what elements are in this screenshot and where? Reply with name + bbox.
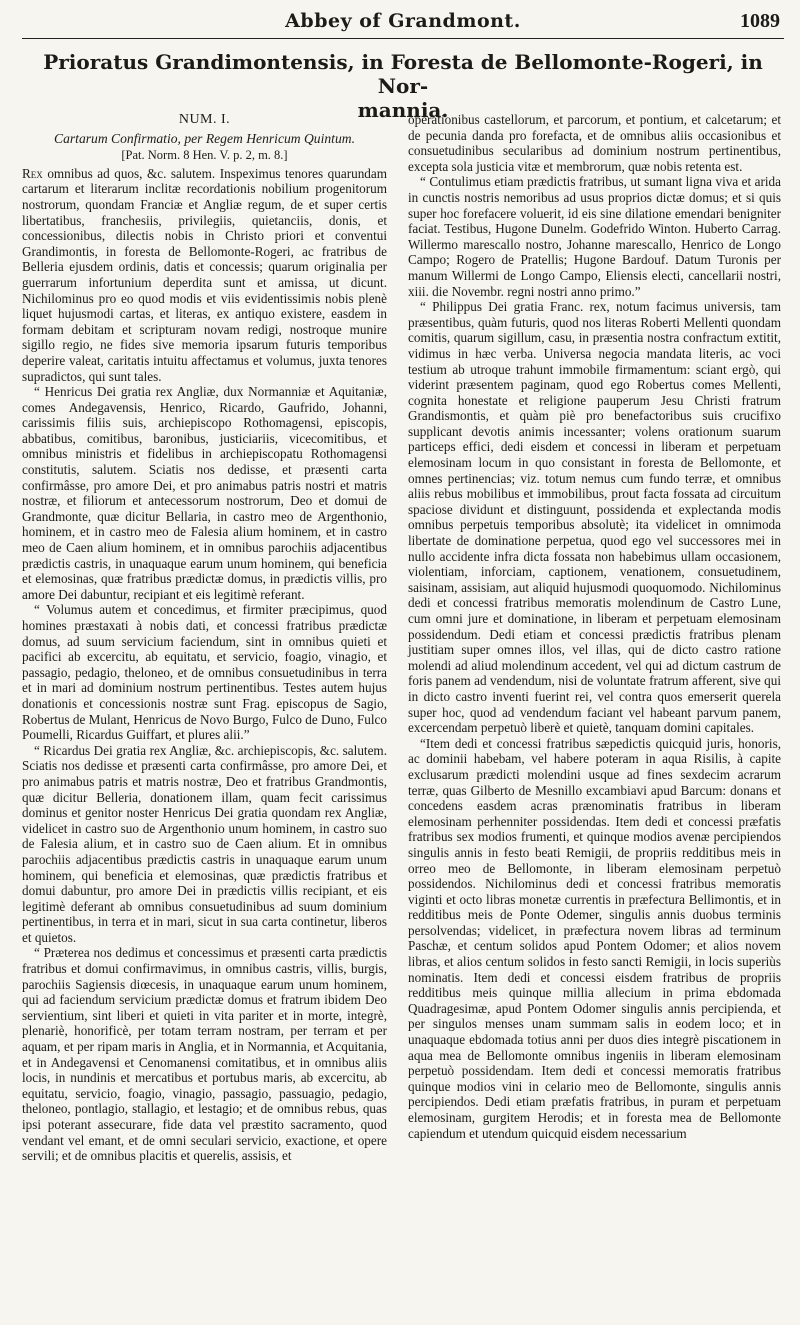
paragraph: “ Henricus Dei gratia rex Angliæ, dux Normanniæ et Aquitaniæ, comes Andegavensis, Henrico, Ricardo, Gaufrido, Johanni, carissimis filiis suis, archiepiscopo Rothomagensi, episcopis, abbatibus, comitibus, baronibus, justiciariis, vicecomitibus, et omnibus ministris et fidelibus in archiepiscopatu Rothomagensi constitutis, salutem. Sciatis nos dedisse, et præsenti carta confirmâsse, pro amore Dei, et pro animabus patris nostri et matris nostræ, et filiorum et antecessorum nostrorum, Deo et domui de Grandmonte, quæ dicitur Bellaria, in castro meo de Argenthonio, hominem, et in castro meo de Falesia alium hominem, et in castro meo de Caen alium hominem, et in omnibus parochiis adjacentibus prædictis castris, in unaquaque earum unum hominem, qui beneficia et elemosinas, quæ fratribus prædictæ domus, in prædictis villis, pro amore Dei dabuntur, recipiant et eis legitimè referant. (22, 384, 387, 602)
section-title: Prioratus Grandimontensis, in Foresta de Bellomonte-Rogeri, in Nor- mannia. (43, 50, 763, 122)
paragraph: “Item dedi et concessi fratribus sæpedictis quicquid juris, honoris, ac dominii habebam, vel habere poteram in aqua Risilis, à capite exclusarum prædicti molendini usque ad fines sexdecim acrarum terræ, quas Gilberto de Mesnillo excambiavi apud Barcum: donans et concedens easdem acras prænominatis fratribus in liberam elemosinam perhenniter possidendas. Item dedi et concessi præfatis fratribus sex modios frumenti, et quinque modios avenæ percipiendos singulis annis in festo beati Remigii, de propriis redditibus meis in orreo meo de Bellomonte, in liberam elemosinam perpetuò possidendos. Nichilominus dedi et concessi fratribus memoratis viginti et octo libras monetæ currentis in præfectura Bellimontis, et in redditibus meis de Ponte Odemer, singulis annis duobus terminis persolvendas; videlicet, in præfectura novem libras ad terminum Paschæ, et centum solidos apud Pontem Odomer; et alios novem libras, et alios centum solidos in festo sancti Remigii, in locis superiùs nominatis. Item dedi et concessi eisdem fratribus de propriis redditibus meis quinque millia allecium in prima ebdomada Quadragesimæ, apud Pontem Odomer singulis annis percipienda, et per singulos menses unam summam salis in eodem loco; et in unaquaque ebdomada totius anni per duos dies integrè piscationem in aqua mea de Bellomonte omnibus ingeniis in liberam elemosinam perpetuò possidendam. Item dedi et concessi memoratis fratribus quinque modios vini in celario meo de Bellomonte, singulis annis percipiendos. Dedi etiam præfatis fratribus, in puram et perpetuam elemosinam, gurgitem Herodis; et in foresta mea de Bellomonte capiendum et utendum quicquid eisdem necessarium (408, 735, 781, 1141)
paragraph: operationibus castellorum, et parcorum, et pontium, et calcetarum; et de pecunia danda pro forefacta, et de omnibus aliis occasionibus et consuetudinibus secularibus ad dominium nostrum pertinentibus, excepta sola justicia vitæ et membrorum, quæ nobis retenta est. (408, 112, 781, 174)
paragraph: “ Philippus Dei gratia Franc. rex, notum facimus universis, tam præsentibus, quàm futuris, quod nos literas Roberti Mellenti quondam comitis, quarum sigillum, casu, in præsentia nostra confractum extitit, vidimus in hæc verba. Universa negocia mandata literis, ac voci testium ab utroque trahunt immobile firmamentum: sciant ergò, qui viderint præsentem paginam, quod ego Robertus comes Mellenti, cognita honestate et religione pauperum Jesu Christi fratrum Grandismontis, et quàm piè pro benefactoribus suis crucifixo supplicant devotis animis incessanter; volens orationum suarum particeps effici, dedi eisdem et concessi in liberam et perpetuam elemosinam locum in quo consistant in foresta de Bellomonte, et omnes pertinencias; viz. totum nemus cum fundo terræ, et omnibus aliis rebus mobilibus et immobilibus, prout facta fossata ad circuitum spaciose dividunt et distinguunt, possidenda et explectanda modis omnibus perpetuis temporibus absolutè; ita videlicet in omnimoda libertate de dominatione perpetua, quod ego vel successores mei in nullo accidente infra dicta fossata non habebimus ullam occasionem, violentiam, inforciam, captionem, venationem, consuetudinem, saisinam, assisiam, aut aliquid hujusmodi quoquomodo. Nichilominus dedi et concessi fratribus memoratis molendinum de Castro Lune, cum omni jure et dominatione, in liberam et perpetuam elemosinam possidendum. Dedi etiam et concessi prædictis fratribus plenam justitiam super omnes illos, vel illas, qui de dicto castro ratione molendi ad aliud molendinum accedent, vel qui ad dictum castrum de foris panem ad vendendum, nisi de voluntate fratrum afferent, sive qui in dicto castro inventi fuerint rei, vel contra quos emerserit querela super hoc, quod ad vendendum faciant vel habeant parvum panem, excercendam perpetuò liberè et quietè, tanquam domini capitales. (408, 299, 781, 736)
right-column (408, 112, 781, 1141)
paragraph-text: omnibus ad quos, &c. salutem. Inspeximus tenores quarundam cartarum et literarum inclitæ recordationis nobilium progenitorum nostrorum, quondam Franciæ et Angliæ regum, de et super certis libertatibus, franchesiis, privilegiis, quietanciis, donis, et concessionibus, dilectis nobis in Christo priori et conventui Grandimontis, in foresta de Bellomonte-Rogeri, ac fratribus de Belleria ejusdem ordinis, datis et concessis; quarum originalia per guerrarum infortunium deperdita sunt et amissa, ut dicunt. Nichilominus pro eo quod modis et viis evidentissimis nobis plenè liquet hujusmodi cartas, et literas, ex antiquo existere, easdem in formam debitam et scripturam novam redigi, nostroque munire sigillo regio, ne fides sive memoria ipsarum futuris temporibus deperire valeat, caritatis intuitu affectamus et volumus, juxta tenores supradictos, qui sunt tales. (22, 165, 387, 384)
running-title: Abbey of Grandmont. (285, 10, 521, 32)
paragraph: “ Præterea nos dedimus et concessimus et præsenti carta prædictis fratribus et domui confirmavimus, in omnibus castris, villis, burgis, parochiis Sagiensis diœcesis, in unaquaque earum unum hominem, qui ad faciendum servicium prædictæ domus et fratrum ibidem Deo servientium, sint liberi et quieti in vita pariter et in morte, integrè, plenariè, honorificè, per totam terram nostram, per terram et per aquam, et per ripam maris in Anglia, et in Normannia, et Acquitania, et in Andegavensi et Cenomanensi comitatibus, et in omnibus aliis locis, in nundinis et mercatibus et portubus maris, ab excercitu, ab equitatu, servicio, foagio, vinagio, passagio, passuagio, pedagio, theloneo, pontlagio, stallagio, et lestagio; et de omnibus rebus, quas ipsi poterant assecurare, fide data vel præstito sacramento, quod vendant vel emant, et de omni seculari servicio, exactione, et opere servili; et de omnibus placitis et querelis, assisis, et (22, 945, 387, 1164)
document-number: NUM. I. (178, 112, 231, 127)
left-column (22, 112, 387, 1164)
running-head (22, 10, 784, 38)
paragraph: “ Contulimus etiam prædictis fratribus, ut sumant ligna viva et arida in cunctis nostris nemoribus ad usus proprios dictæ domus; et si quis super hoc forefacere voluerit, id eis sine dilatione emendari benigniter faciat. Testibus, Hugone Dunelm. Godefrido Winton. Huberto Carrag. Willermo marescallo nostro, Johanne marescallo, Henrico de Longo Campo; Rogero de Pratellis; Hugone Bardouf. Datum Turonis per manum Willermi de Longo Campo, Eliensis electi, cancellarii nostri, xiii. die Novembr. regni nostri anno primo.” (408, 174, 781, 299)
text-columns (22, 112, 784, 1321)
document-subtitle: Cartarum Confirmatio, per Regem Henricum Quintum. (54, 130, 355, 146)
header-rule (22, 38, 784, 39)
paragraph (22, 166, 387, 384)
paragraph: “ Ricardus Dei gratia rex Angliæ, &c. archiepiscopis, &c. salutem. Sciatis nos dedisse et præsenti carta confirmâsse, pro amore Dei, et pro animabus patris et matris nostræ, Deo et fratribus Grandmontis, quæ dicitur Belleria, donationem illam, quam fecit carissimus dominus et genitor noster Henricus Dei gratia quondam rex Angliæ, videlicet in castro suo de Argenthonio unum hominem, in castro suo de Falesia alium, et in castro suo de Caen alium. Et in omnibus parochiis adjacentibus prædictis castris in unaquaque earum unum hominem, qui beneficia et elemosinas, quæ prædictis fratribus et domui dabuntur, pro amore Dei in prædictis villis recipiant, et eis legitimè deferant ab omnibus consuetudinibus ad suum dominium pertinentibus, in terra et in mari, sicut in sua carta continetur, liberos et quietos. (22, 742, 387, 945)
page-number: 1089 (740, 10, 780, 32)
opening-word: Rex (22, 165, 43, 181)
document-reference: [Pat. Norm. 8 Hen. V. p. 2, m. 8.] (121, 148, 288, 163)
paragraph: “ Volumus autem et concedimus, et firmiter præcipimus, quod homines præstaxati à nobis dati, et concessi fratribus prædictæ domus, ad suum servicium faciendum, sint in omnibus quieti et pacifici ab excercitu, ab equitatu, et servicio, foagio, vinagio, et passagio, pedagio, theloneo, et de omnibus consuetudinibus in terra et in mari ad dominium nostrum pertinentibus. Testes autem hujus donationis et concessionis nostræ sunt Frag. episcopus de Sagio, Robertus de Mulant, Henricus de Novo Burgo, Fulco de Duno, Fulco Poumelli, Ricardus Guiffart, et plures alii.” (22, 602, 387, 743)
book-page (22, 0, 784, 1325)
